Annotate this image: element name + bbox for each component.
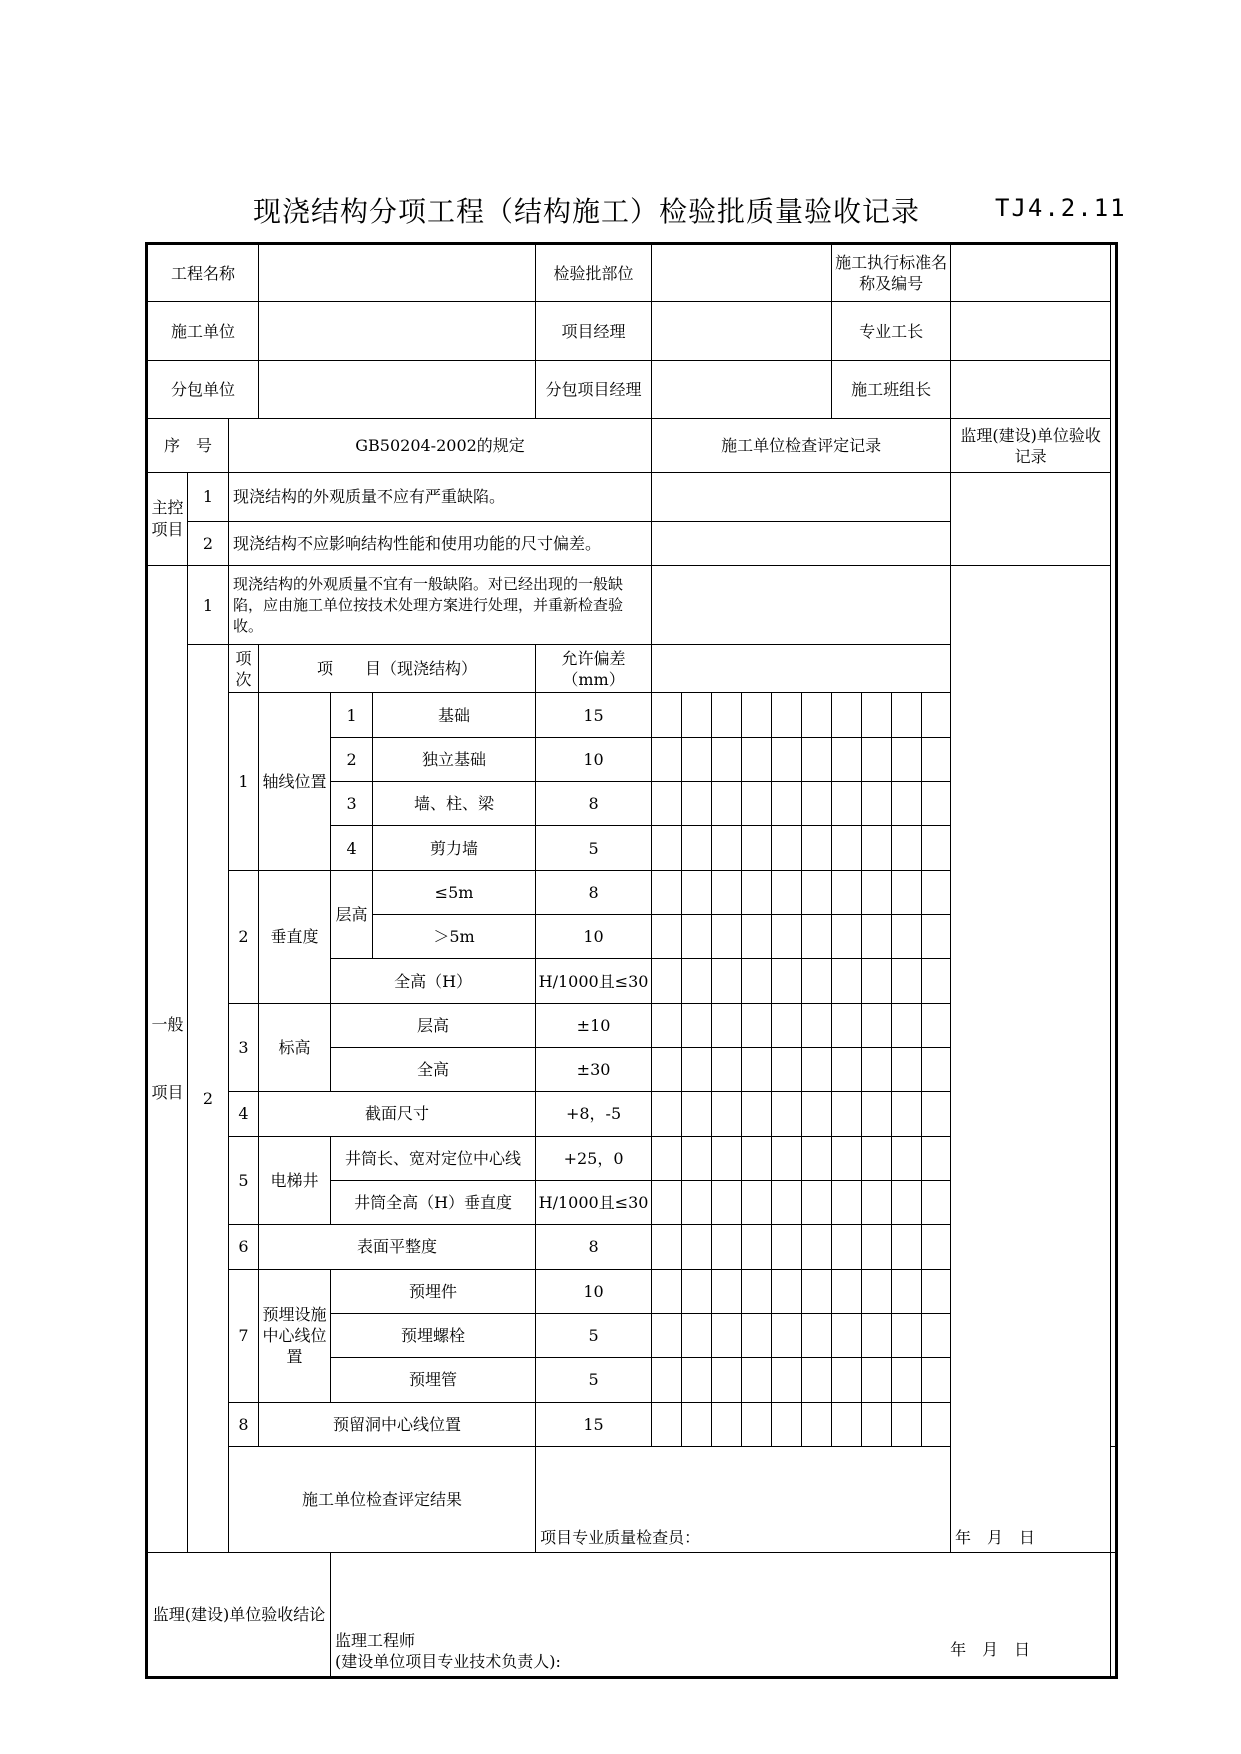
measure-cell[interactable]: [862, 737, 892, 781]
measure-cell[interactable]: [922, 1358, 951, 1402]
measure-cell[interactable]: [922, 1180, 951, 1224]
measure-cell[interactable]: [922, 782, 951, 826]
measure-cell[interactable]: [682, 915, 712, 959]
measure-cell[interactable]: [892, 782, 922, 826]
measure-cell[interactable]: [652, 1092, 682, 1136]
measure-cell[interactable]: [652, 782, 682, 826]
vertical-gt5: ＞5m: [373, 915, 536, 959]
main-supervision-record[interactable]: [951, 472, 1111, 566]
field-team-leader[interactable]: [951, 360, 1111, 418]
vertical-label: 垂直度: [259, 870, 331, 1003]
main-item-text: 现浇结构不应影响结构性能和使用功能的尺寸偏差。: [229, 522, 652, 566]
label-team-leader: 施工班组长: [832, 360, 951, 418]
field-inspection-part[interactable]: [652, 244, 832, 302]
measure-cell[interactable]: [892, 1269, 922, 1313]
measure-cell[interactable]: [832, 1313, 862, 1357]
measure-cell[interactable]: [832, 1225, 862, 1269]
col-spec: GB50204-2002的规定: [229, 419, 652, 472]
measure-cell[interactable]: [712, 1358, 742, 1402]
measure-cell[interactable]: [652, 826, 682, 870]
measure-cell[interactable]: [652, 1313, 682, 1357]
field-standard-name[interactable]: [951, 244, 1111, 302]
measure-cell[interactable]: [712, 1402, 742, 1446]
measure-cell[interactable]: [922, 826, 951, 870]
measure-cell[interactable]: [712, 1180, 742, 1224]
measure-cell[interactable]: [832, 959, 862, 1003]
measure-cell[interactable]: [682, 1225, 712, 1269]
measure-cell[interactable]: [862, 1092, 892, 1136]
tolerance-value: ±30: [536, 1048, 652, 1092]
measure-cell[interactable]: [682, 693, 712, 737]
item-name: 预埋螺栓: [331, 1313, 536, 1357]
col-construction-record: 施工单位检查评定记录: [652, 419, 951, 472]
item-name: 表面平整度: [259, 1225, 536, 1269]
subheader-tolerance: 允许偏差（mm）: [536, 645, 652, 693]
measure-cell[interactable]: [682, 870, 712, 914]
general-supervision-record[interactable]: [951, 566, 1111, 1552]
construction-result-area[interactable]: [536, 1446, 1117, 1552]
general-item-no: 2: [188, 645, 229, 1553]
measure-cell[interactable]: [652, 959, 682, 1003]
measure-cell[interactable]: [742, 870, 772, 914]
tolerance-value: 5: [536, 1313, 652, 1357]
measure-cell[interactable]: [682, 737, 712, 781]
row-no: 7: [229, 1269, 259, 1402]
general-item-text: 现浇结构的外观质量不宜有一般缺陷。对已经出现的一般缺陷，应由施工单位按技术处理方案进行处理，并重新检查验收。: [229, 566, 652, 645]
vertical-le5: ≤5m: [373, 870, 536, 914]
measure-cell[interactable]: [742, 1225, 772, 1269]
measure-cell[interactable]: [832, 1402, 862, 1446]
measure-cell[interactable]: [652, 1269, 682, 1313]
item-name: 墙、柱、梁: [373, 782, 536, 826]
measure-cell[interactable]: [892, 1136, 922, 1180]
measure-cell[interactable]: [802, 1313, 832, 1357]
measure-cell[interactable]: [772, 737, 802, 781]
elevation-label: 标高: [259, 1003, 331, 1092]
measure-cell[interactable]: [682, 1402, 712, 1446]
item-name: 独立基础: [373, 737, 536, 781]
measure-cell[interactable]: [802, 1225, 832, 1269]
sub-no: 4: [331, 826, 373, 870]
measure-cell[interactable]: [802, 826, 832, 870]
measure-cell[interactable]: [682, 782, 712, 826]
tolerance-value: H/1000且≤30: [536, 1180, 652, 1224]
measure-cell[interactable]: [802, 1358, 832, 1402]
sub-no: 2: [331, 737, 373, 781]
measure-cell[interactable]: [892, 870, 922, 914]
measure-cell[interactable]: [802, 1136, 832, 1180]
date-label: 年 月 日: [954, 1527, 1035, 1547]
field-construction-unit[interactable]: [259, 302, 536, 360]
field-foreman[interactable]: [951, 302, 1111, 360]
item-name: 井筒全高（H）垂直度: [331, 1180, 536, 1224]
measure-cell[interactable]: [832, 1003, 862, 1047]
measure-cell[interactable]: [802, 1269, 832, 1313]
measure-cell[interactable]: [712, 1136, 742, 1180]
measure-cell[interactable]: [832, 737, 862, 781]
measure-cell[interactable]: [832, 1358, 862, 1402]
measure-cell[interactable]: [832, 1269, 862, 1313]
field-project-manager[interactable]: [652, 302, 832, 360]
measure-cell[interactable]: [922, 737, 951, 781]
item-name: 基础: [373, 693, 536, 737]
measure-cell[interactable]: [742, 737, 772, 781]
measure-cell[interactable]: [862, 959, 892, 1003]
general-item-record[interactable]: [652, 566, 951, 645]
field-subcontract-unit[interactable]: [259, 360, 536, 418]
measure-cell[interactable]: [802, 1402, 832, 1446]
measure-cell[interactable]: [802, 737, 832, 781]
measure-cell[interactable]: [772, 1048, 802, 1092]
measure-cell[interactable]: [682, 1048, 712, 1092]
row-no: 8: [229, 1402, 259, 1446]
label-subcontract-manager: 分包项目经理: [536, 360, 652, 418]
measure-cell[interactable]: [862, 870, 892, 914]
measure-cell[interactable]: [862, 693, 892, 737]
field-project-name[interactable]: [259, 244, 536, 302]
item-name: 预留洞中心线位置: [259, 1402, 536, 1446]
measure-cell[interactable]: [832, 1048, 862, 1092]
label-project-manager: 项目经理: [536, 302, 652, 360]
measure-cell[interactable]: [862, 1048, 892, 1092]
item-name: 层高: [331, 1003, 536, 1047]
measure-cell[interactable]: [772, 915, 802, 959]
measure-cell[interactable]: [682, 1358, 712, 1402]
tolerance-value: 5: [536, 1358, 652, 1402]
row-no: 6: [229, 1225, 259, 1269]
label-foreman: 专业工长: [832, 302, 951, 360]
measure-cell[interactable]: [712, 1313, 742, 1357]
measure-cell[interactable]: [892, 959, 922, 1003]
measure-cell[interactable]: [922, 1003, 951, 1047]
tolerance-value: +8，-5: [536, 1092, 652, 1136]
measure-cell[interactable]: [712, 1269, 742, 1313]
item-name: 预埋管: [331, 1358, 536, 1402]
measure-cell[interactable]: [772, 1092, 802, 1136]
measure-cell[interactable]: [652, 1358, 682, 1402]
measure-cell[interactable]: [772, 1225, 802, 1269]
measure-cell[interactable]: [712, 959, 742, 1003]
sub-no: 3: [331, 782, 373, 826]
measure-cell[interactable]: [832, 1180, 862, 1224]
measure-cell[interactable]: [682, 959, 712, 1003]
measure-cell[interactable]: [772, 1358, 802, 1402]
general-item-no: 1: [188, 566, 229, 645]
measure-cell[interactable]: [742, 915, 772, 959]
measure-cell[interactable]: [652, 1180, 682, 1224]
measure-cell[interactable]: [922, 870, 951, 914]
measure-cell[interactable]: [922, 1136, 951, 1180]
measure-cell[interactable]: [922, 1313, 951, 1357]
tolerance-value: 8: [536, 782, 652, 826]
label-subcontract-unit: 分包单位: [147, 360, 259, 418]
measure-cell[interactable]: [892, 693, 922, 737]
row-no: 4: [229, 1092, 259, 1136]
measure-cell[interactable]: [802, 1180, 832, 1224]
measure-cell[interactable]: [742, 826, 772, 870]
measure-cell[interactable]: [802, 1003, 832, 1047]
item-name: 预埋件: [331, 1269, 536, 1313]
measure-cell[interactable]: [892, 1313, 922, 1357]
row-no: 5: [229, 1136, 259, 1225]
label-standard-name: 施工执行标准名称及编号: [832, 244, 951, 302]
measure-cell[interactable]: [832, 870, 862, 914]
measure-cell[interactable]: [772, 1003, 802, 1047]
sub-no: 1: [331, 693, 373, 737]
measure-cell[interactable]: [742, 1092, 772, 1136]
measure-cell[interactable]: [892, 826, 922, 870]
vertical-floor: 层高: [331, 870, 373, 959]
tolerance-value: 10: [536, 1269, 652, 1313]
measure-cell[interactable]: [772, 1269, 802, 1313]
field-subcontract-manager[interactable]: [652, 360, 832, 418]
measure-cell[interactable]: [742, 1358, 772, 1402]
measure-cell[interactable]: [892, 1092, 922, 1136]
col-seq: 序 号: [147, 419, 229, 472]
measure-cell[interactable]: [802, 870, 832, 914]
tolerance-value: 8: [536, 870, 652, 914]
tolerance-value: 10: [536, 915, 652, 959]
measure-cell[interactable]: [772, 693, 802, 737]
measure-cell[interactable]: [712, 826, 742, 870]
measure-cell[interactable]: [712, 1048, 742, 1092]
measure-cell[interactable]: [682, 1269, 712, 1313]
measure-cell[interactable]: [802, 782, 832, 826]
engineer-note: (建设单位项目专业技术负责人):: [335, 1652, 561, 1671]
inspection-form: [145, 242, 1118, 1679]
row-no: 2: [229, 870, 259, 1003]
label-project-name: 工程名称: [147, 244, 259, 302]
measure-cell[interactable]: [922, 1225, 951, 1269]
measure-cell[interactable]: [742, 782, 772, 826]
measure-cell[interactable]: [742, 1003, 772, 1047]
measure-cell[interactable]: [802, 693, 832, 737]
tolerance-value: 15: [536, 693, 652, 737]
measure-cell[interactable]: [682, 1003, 712, 1047]
measure-cell[interactable]: [772, 870, 802, 914]
measure-cell[interactable]: [922, 693, 951, 737]
measure-cell[interactable]: [832, 915, 862, 959]
measure-cell[interactable]: [712, 1092, 742, 1136]
col-supervision-record: 监理(建设)单位验收记录: [951, 419, 1111, 472]
measure-cell[interactable]: [892, 1225, 922, 1269]
label-inspection-part: 检验批部位: [536, 244, 652, 302]
item-name: 全高: [331, 1048, 536, 1092]
measure-cell[interactable]: [712, 1225, 742, 1269]
measure-cell[interactable]: [652, 1048, 682, 1092]
general-label: 一般项目: [147, 566, 188, 1552]
measure-cell[interactable]: [742, 959, 772, 1003]
measure-cell[interactable]: [712, 870, 742, 914]
page-title: 现浇结构分项工程（结构施工）检验批质量验收记录: [253, 195, 921, 228]
tolerance-value: H/1000且≤30: [536, 959, 652, 1003]
measure-cell[interactable]: [652, 1003, 682, 1047]
measure-cell[interactable]: [892, 1402, 922, 1446]
measure-cell[interactable]: [922, 959, 951, 1003]
tolerance-value: 8: [536, 1225, 652, 1269]
measure-cell[interactable]: [922, 915, 951, 959]
measure-cell[interactable]: [682, 1136, 712, 1180]
measure-cell[interactable]: [742, 693, 772, 737]
main-item-text: 现浇结构的外观质量不应有严重缺陷。: [229, 472, 652, 521]
measure-cell[interactable]: [862, 1180, 892, 1224]
date-label: 年 月 日: [950, 1640, 1031, 1659]
measure-cell[interactable]: [892, 1358, 922, 1402]
elevator-label: 电梯井: [259, 1136, 331, 1225]
measure-cell[interactable]: [712, 737, 742, 781]
item-name: 井筒长、宽对定位中心线: [331, 1136, 536, 1180]
measure-cell[interactable]: [802, 1092, 832, 1136]
measure-cell[interactable]: [772, 826, 802, 870]
supervision-result-label: 监理(建设)单位验收结论: [147, 1552, 331, 1677]
measure-cell[interactable]: [652, 1402, 682, 1446]
measure-cell[interactable]: [802, 1048, 832, 1092]
measure-cell[interactable]: [862, 1313, 892, 1357]
tolerance-value: 10: [536, 737, 652, 781]
measure-cell[interactable]: [712, 782, 742, 826]
measure-cell[interactable]: [652, 915, 682, 959]
item-name: 全高（H）: [331, 959, 536, 1003]
measure-cell[interactable]: [652, 870, 682, 914]
measure-cell[interactable]: [742, 1402, 772, 1446]
main-control-label: 主控项目: [147, 472, 188, 566]
tolerance-value: 5: [536, 826, 652, 870]
measure-cell[interactable]: [712, 915, 742, 959]
measure-cell[interactable]: [652, 1225, 682, 1269]
measure-cell[interactable]: [832, 693, 862, 737]
label-construction-unit: 施工单位: [147, 302, 259, 360]
measure-cell[interactable]: [832, 1092, 862, 1136]
measure-cell[interactable]: [772, 959, 802, 1003]
measure-cell[interactable]: [742, 1136, 772, 1180]
embedded-label: 预埋设施中心线位置: [259, 1269, 331, 1402]
row-no: 1: [229, 693, 259, 870]
measure-cell[interactable]: [862, 1136, 892, 1180]
tolerance-value: +25，0: [536, 1136, 652, 1180]
main-item-record[interactable]: [652, 472, 951, 521]
measure-cell[interactable]: [682, 826, 712, 870]
measure-cell[interactable]: [712, 693, 742, 737]
tolerance-value: ±10: [536, 1003, 652, 1047]
measure-cell[interactable]: [712, 1003, 742, 1047]
form-code: TJ4.2.11: [995, 194, 1127, 222]
inspector-label: 项目专业质量检查员：: [540, 1527, 701, 1547]
main-item-no: 1: [188, 472, 229, 521]
measure-cell[interactable]: [832, 782, 862, 826]
measure-cell[interactable]: [772, 1402, 802, 1446]
subheader-seq: 项次: [229, 645, 259, 693]
main-item-record[interactable]: [652, 522, 951, 566]
subheader-record: [652, 645, 951, 693]
measure-cell[interactable]: [802, 959, 832, 1003]
item-name: 剪力墙: [373, 826, 536, 870]
measure-cell[interactable]: [892, 737, 922, 781]
measure-cell[interactable]: [742, 1048, 772, 1092]
main-item-no: 2: [188, 522, 229, 566]
measure-cell[interactable]: [862, 782, 892, 826]
engineer-label: 监理工程师: [335, 1631, 416, 1650]
measure-cell[interactable]: [682, 1092, 712, 1136]
measure-cell[interactable]: [892, 1003, 922, 1047]
measure-cell[interactable]: [892, 915, 922, 959]
measure-cell[interactable]: [772, 1313, 802, 1357]
measure-cell[interactable]: [892, 1048, 922, 1092]
measure-cell[interactable]: [772, 1136, 802, 1180]
measure-cell[interactable]: [862, 826, 892, 870]
construction-result-label: 施工单位检查评定结果: [229, 1446, 536, 1552]
measure-cell[interactable]: [922, 1048, 951, 1092]
measure-cell[interactable]: [742, 1269, 772, 1313]
measure-cell[interactable]: [742, 1180, 772, 1224]
measure-cell[interactable]: [772, 782, 802, 826]
tolerance-value: 15: [536, 1402, 652, 1446]
measure-cell[interactable]: [892, 1180, 922, 1224]
item-name: 截面尺寸: [259, 1092, 536, 1136]
measure-cell[interactable]: [802, 915, 832, 959]
row-no: 3: [229, 1003, 259, 1092]
measure-cell[interactable]: [772, 1180, 802, 1224]
supervision-result-area[interactable]: [331, 1552, 1111, 1677]
measure-cell[interactable]: [682, 1313, 712, 1357]
measure-cell[interactable]: [922, 1269, 951, 1313]
measure-cell[interactable]: [862, 915, 892, 959]
measure-cell[interactable]: [652, 1136, 682, 1180]
measure-cell[interactable]: [862, 1225, 892, 1269]
measure-cell[interactable]: [682, 1180, 712, 1224]
measure-cell[interactable]: [652, 737, 682, 781]
measure-cell[interactable]: [862, 1358, 892, 1402]
measure-cell[interactable]: [652, 693, 682, 737]
measure-cell[interactable]: [922, 1402, 951, 1446]
measure-cell[interactable]: [742, 1313, 772, 1357]
axis-label: 轴线位置: [259, 693, 331, 870]
measure-cell[interactable]: [832, 1136, 862, 1180]
measure-cell[interactable]: [862, 1003, 892, 1047]
measure-cell[interactable]: [862, 1269, 892, 1313]
subheader-item: 项 目（现浇结构）: [259, 645, 536, 693]
measure-cell[interactable]: [862, 1402, 892, 1446]
measure-cell[interactable]: [832, 826, 862, 870]
measure-cell[interactable]: [922, 1092, 951, 1136]
